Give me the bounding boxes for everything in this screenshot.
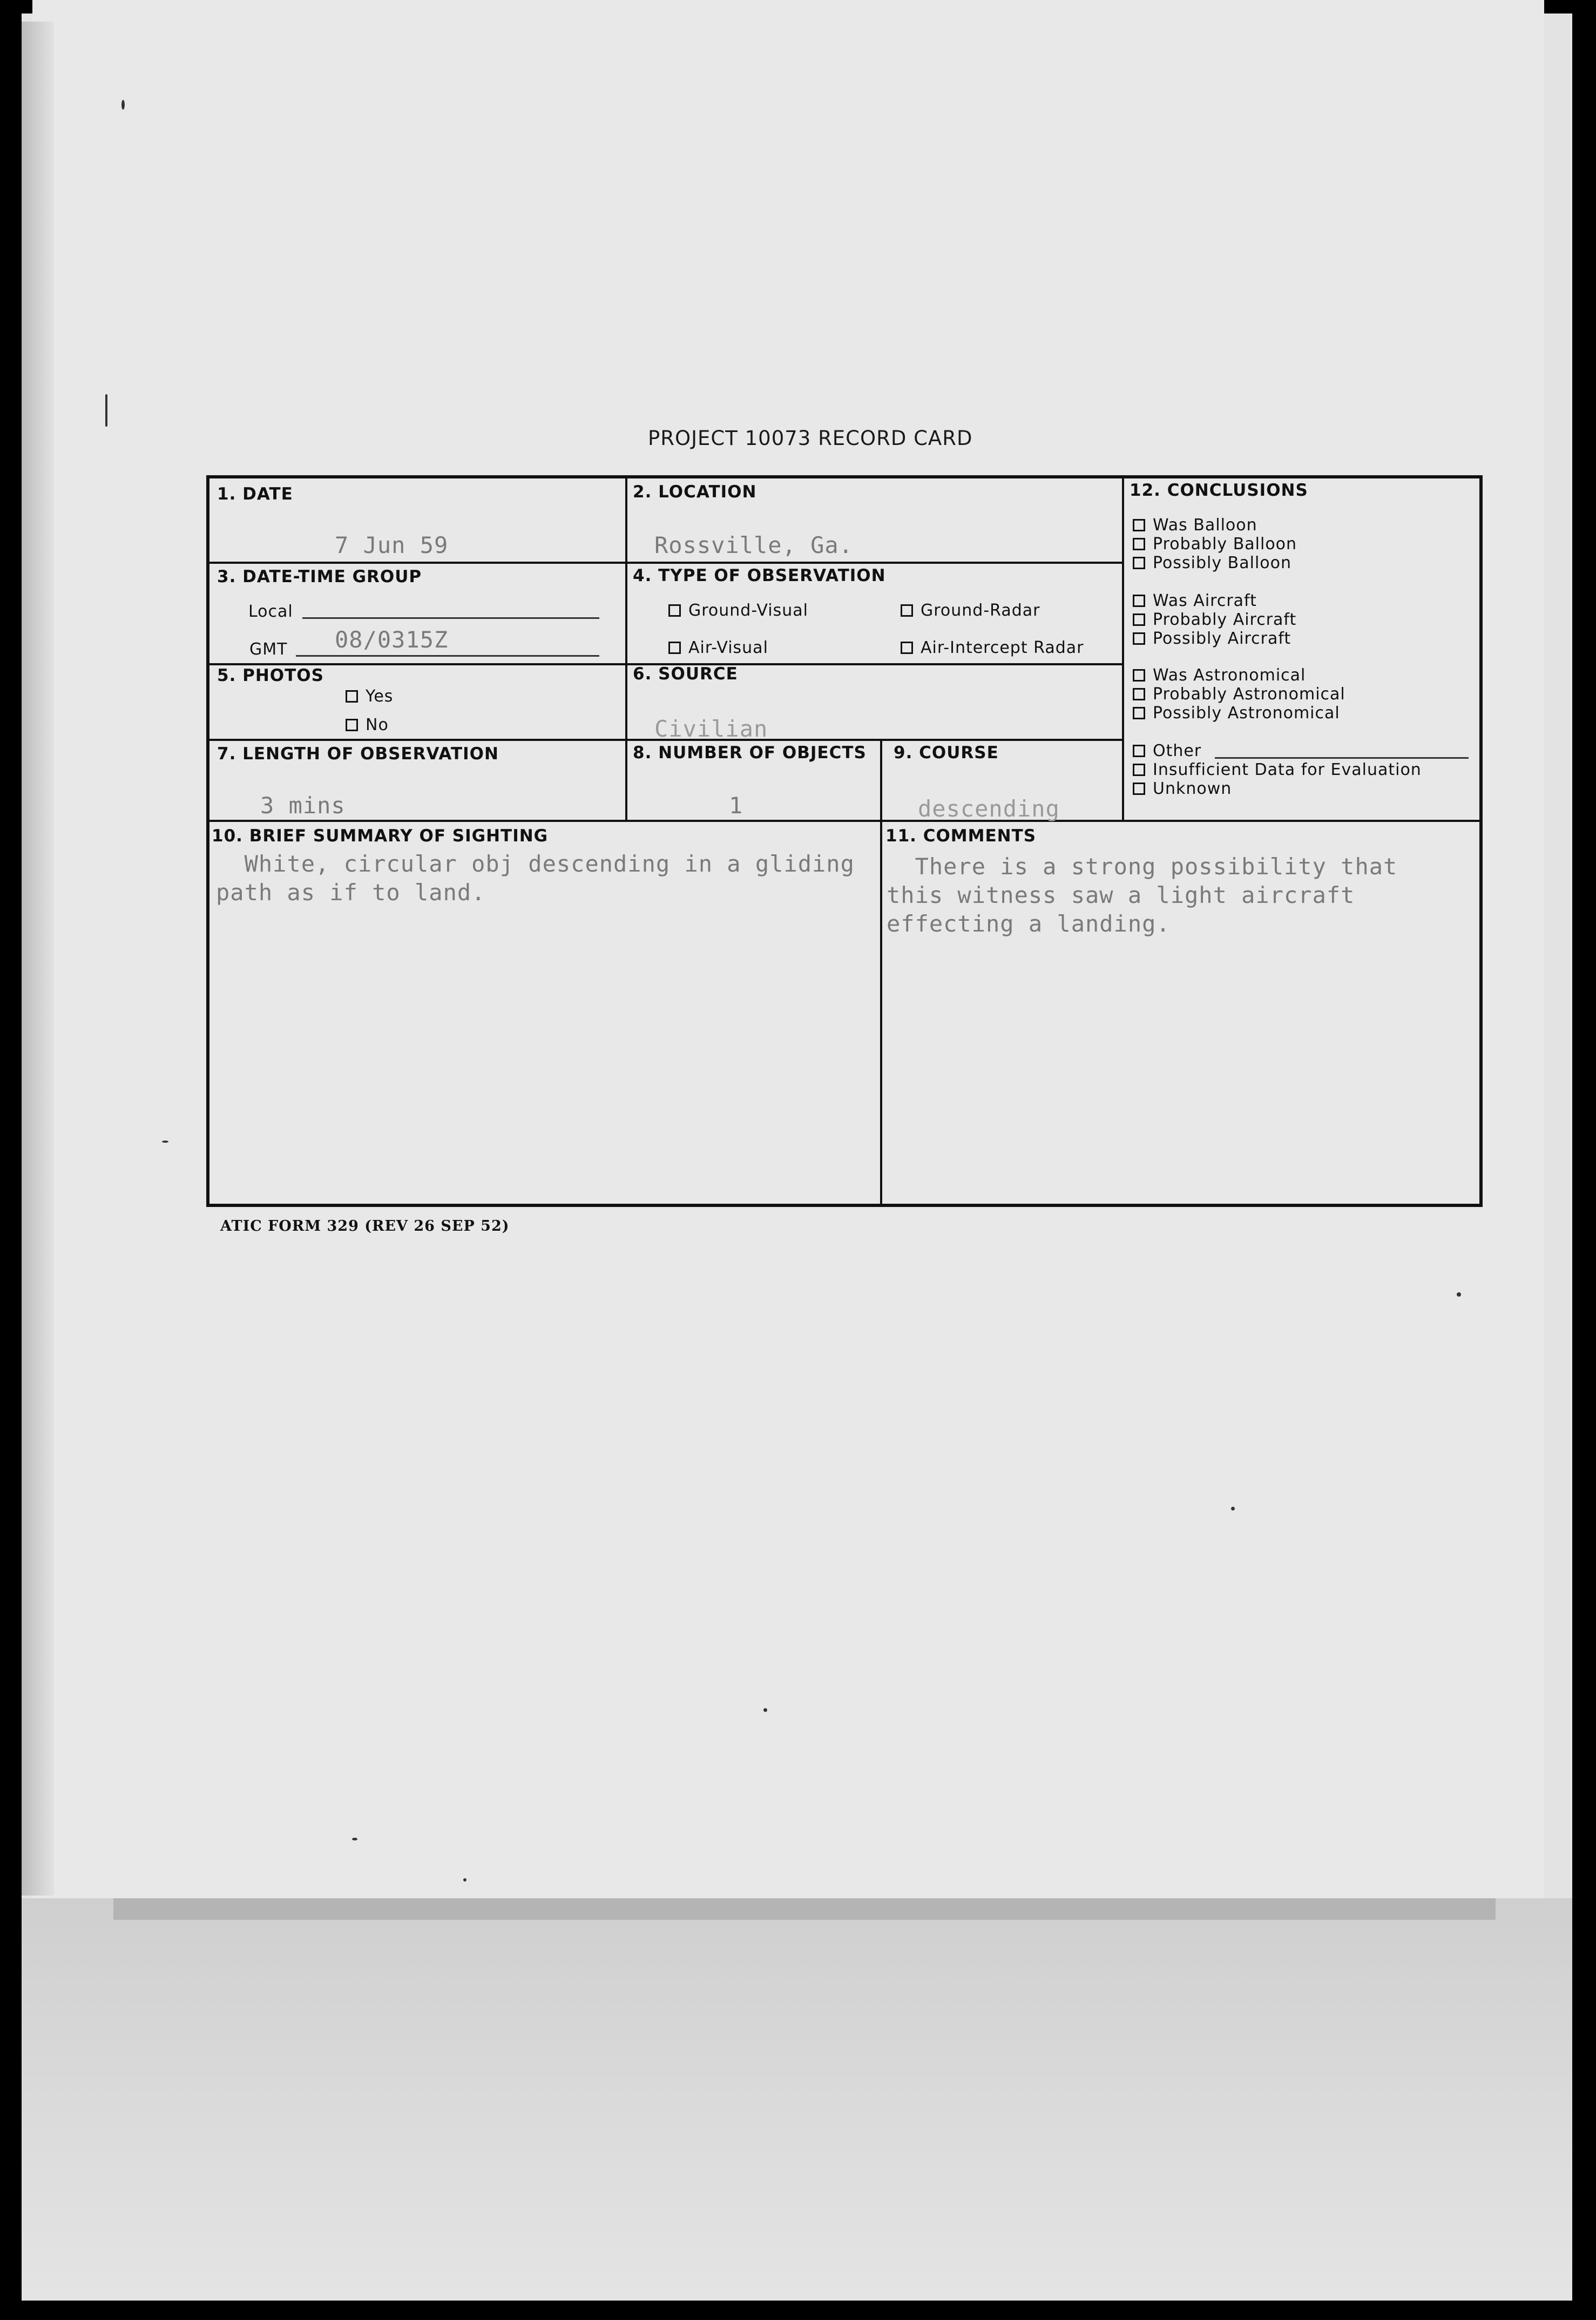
- checkbox-icon: [668, 604, 681, 617]
- other-line: [1215, 757, 1469, 759]
- air-intercept-option: Air-Intercept Radar: [901, 638, 1084, 657]
- conclusion-item: Probably Aircraft: [1133, 610, 1296, 629]
- page-title: PROJECT 10073 RECORD CARD: [648, 427, 973, 450]
- gmt-label: GMT: [249, 640, 288, 659]
- conclusion-item: Other: [1133, 741, 1201, 760]
- course-value: descending: [918, 795, 1060, 822]
- conclusion-item: Possibly Balloon: [1133, 554, 1291, 572]
- comments-line: effecting a landing.: [887, 911, 1171, 937]
- source-label: 6. SOURCE: [633, 664, 738, 684]
- dtg-label: 3. DATE-TIME GROUP: [217, 567, 422, 586]
- ground-radar-option: Ground-Radar: [901, 601, 1040, 620]
- checkbox-icon: [1133, 745, 1145, 757]
- card-bottom-shadow: [113, 1898, 1496, 1920]
- checkbox-icon: [1133, 764, 1145, 776]
- conclusion-item: Insufficient Data for Evaluation: [1133, 760, 1422, 779]
- checkbox-icon: [1133, 688, 1145, 700]
- length-label: 7. LENGTH OF OBSERVATION: [217, 744, 499, 764]
- conclusion-item: Was Astronomical: [1133, 666, 1306, 685]
- ground-visual-option: Ground-Visual: [668, 601, 808, 620]
- checkbox-icon: [1133, 557, 1145, 569]
- conclusion-item: Was Balloon: [1133, 516, 1257, 535]
- comments-line: There is a strong possibility that: [887, 853, 1398, 880]
- divider: [208, 820, 1479, 822]
- comments-label: 11. COMMENTS: [885, 826, 1037, 846]
- scan-speck: [1457, 1292, 1461, 1297]
- objects-value: 1: [729, 792, 743, 819]
- scan-speck: [105, 394, 107, 427]
- source-value: Civilian: [654, 716, 768, 742]
- conclusion-item: Possibly Astronomical: [1133, 704, 1340, 723]
- checkbox-icon: [1133, 595, 1145, 607]
- checkbox-icon: [1133, 632, 1145, 645]
- air-visual-option: Air-Visual: [668, 638, 768, 657]
- location-value: Rossville, Ga.: [654, 532, 854, 558]
- scan-speck: [121, 100, 125, 110]
- scan-speck: [463, 1878, 466, 1881]
- observation-type-label: 4. TYPE OF OBSERVATION: [633, 566, 886, 585]
- date-value: 7 Jun 59: [335, 532, 449, 558]
- date-label: 1. DATE: [217, 484, 293, 504]
- checkbox-icon: [1133, 783, 1145, 795]
- divider: [1122, 477, 1124, 821]
- gmt-value: 08/0315Z: [335, 626, 449, 653]
- conclusion-item: Possibly Aircraft: [1133, 629, 1291, 648]
- form-number: ATIC FORM 329 (REV 26 SEP 52): [220, 1218, 510, 1235]
- conclusion-item: Probably Astronomical: [1133, 685, 1345, 704]
- conclusion-item: Unknown: [1133, 779, 1232, 798]
- summary-line: White, circular obj descending in a gliding: [216, 851, 855, 877]
- course-label: 9. COURSE: [894, 743, 999, 763]
- scan-speck: [352, 1838, 357, 1840]
- checkbox-icon: [901, 604, 913, 617]
- lower-blank-area: [22, 1898, 1572, 2301]
- divider: [208, 562, 1123, 564]
- scan-speck: [763, 1708, 767, 1712]
- length-value: 3 mins: [260, 792, 346, 819]
- checkbox-icon: [1133, 613, 1145, 626]
- comments-line: this witness saw a light aircraft: [887, 882, 1355, 908]
- conclusion-item: Probably Balloon: [1133, 535, 1297, 554]
- location-label: 2. LOCATION: [633, 482, 757, 502]
- photos-label: 5. PHOTOS: [217, 666, 324, 685]
- conclusion-item: Was Aircraft: [1133, 591, 1257, 610]
- checkbox-icon: [1133, 519, 1145, 531]
- objects-label: 8. NUMBER OF OBJECTS: [633, 743, 867, 763]
- summary-label: 10. BRIEF SUMMARY OF SIGHTING: [212, 826, 549, 846]
- left-edge-shadow: [22, 22, 54, 1896]
- local-line: [302, 617, 599, 619]
- conclusions-label: 12. CONCLUSIONS: [1130, 481, 1308, 500]
- summary-line: path as if to land.: [216, 879, 486, 906]
- scan-speck: [1231, 1507, 1235, 1510]
- photos-no-option: No: [346, 716, 389, 734]
- local-label: Local: [248, 602, 293, 621]
- divider: [880, 740, 882, 1204]
- checkbox-icon: [668, 642, 681, 654]
- gmt-line: [296, 655, 599, 657]
- checkbox-icon: [1133, 707, 1145, 719]
- checkbox-icon: [1133, 538, 1145, 550]
- photos-yes-option: Yes: [346, 687, 393, 706]
- checkbox-icon: [346, 719, 358, 731]
- checkbox-icon: [901, 642, 913, 654]
- checkbox-icon: [346, 690, 358, 703]
- scan-speck: [162, 1141, 168, 1143]
- checkbox-icon: [1133, 669, 1145, 682]
- divider: [625, 477, 627, 820]
